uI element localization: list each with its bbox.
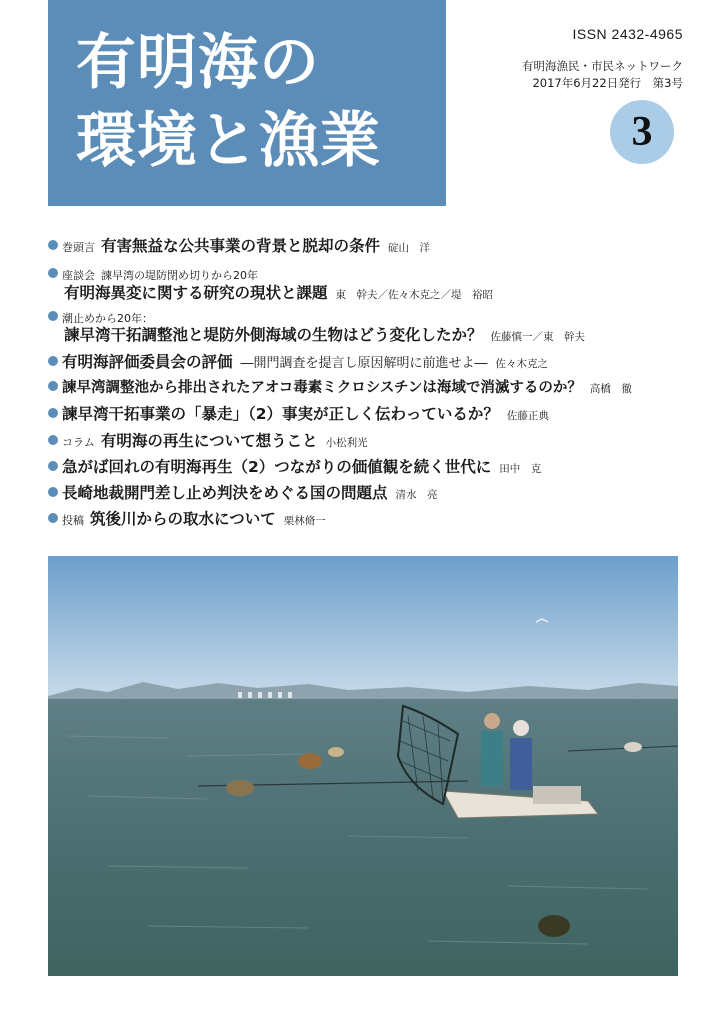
fisherman-head	[484, 713, 500, 729]
bullet-icon	[48, 435, 58, 445]
toc-item[interactable]	[48, 350, 548, 372]
toc-author: 栗林脩一	[283, 515, 326, 527]
bullet-icon	[48, 356, 58, 366]
toc-author: 高橋 徹	[589, 383, 632, 395]
fisherwoman-hat	[513, 720, 529, 736]
toc-author: 清水 亮	[395, 489, 438, 501]
toc-subtitle: ―開門調査を提言し原因解明に前進せよ―	[240, 356, 488, 371]
issn: ISSN 2432-4965	[572, 26, 683, 42]
toc-title: 有明海異変に関する研究の現状と課題	[64, 284, 328, 302]
toc-item-line2[interactable]	[64, 323, 585, 345]
bullet-icon	[48, 461, 58, 471]
toc-title: 急がば回れの有明海再生（2）つながりの価値観を続く世代に	[62, 458, 492, 476]
toc-title: 長崎地裁開門差し止め判決をめぐる国の問題点	[62, 484, 388, 502]
fishing-boat-photo	[48, 556, 678, 976]
toc-tag: 投稿	[62, 514, 84, 527]
toc-item[interactable]	[48, 402, 549, 424]
toc-item-line2[interactable]	[64, 281, 493, 303]
toc-author: 佐藤慎一／東 幹夫	[490, 331, 586, 343]
sea	[48, 699, 678, 976]
toc-item[interactable]	[48, 234, 430, 256]
toc-author: 田中 克	[499, 463, 542, 475]
toc-item[interactable]	[48, 376, 632, 397]
toc-title: 有害無益な公共事業の背景と脱却の条件	[101, 237, 381, 255]
issue-number: 3	[631, 109, 653, 155]
toc-tag: コラム	[62, 436, 95, 449]
issue-number-badge	[610, 100, 674, 164]
toc-author: 佐々木克之	[495, 358, 549, 370]
float-buoy	[328, 747, 344, 757]
bullet-icon	[48, 408, 58, 418]
toc-author: 碇山 洋	[388, 242, 431, 254]
fisherwoman	[510, 738, 532, 790]
boat-engine	[533, 786, 581, 804]
title-block	[48, 0, 446, 206]
fisherman	[481, 731, 503, 786]
toc-title: 有明海の再生について想うこと	[100, 432, 318, 450]
float-buoy	[298, 753, 322, 769]
toc-author: 佐藤正典	[506, 410, 549, 422]
toc-title: 有明海評価委員会の評価	[62, 353, 233, 371]
issue-date: 2017年6月22日発行 第3号	[532, 76, 683, 90]
float-buoy	[226, 780, 254, 796]
bullet-icon	[48, 240, 58, 250]
cover-photo	[48, 556, 678, 976]
bullet-icon	[48, 487, 58, 497]
bullet-icon	[48, 268, 58, 278]
toc-subtitle: 諫早湾の堤防閉め切りから20年	[101, 269, 258, 282]
title-line-1: 有明海の	[76, 28, 320, 98]
bullet-icon	[48, 311, 58, 321]
bullet-icon	[48, 381, 58, 391]
toc-item[interactable]	[48, 429, 368, 451]
buoy-foreground	[538, 915, 570, 937]
title-line-2: 環境と漁業	[76, 106, 381, 176]
sky	[48, 556, 678, 701]
toc-title: 諫早湾干拓調整池と堤防外側海域の生物はどう変化したか？	[64, 326, 483, 344]
toc-author: 東 幹夫／佐々木克之／堤 裕昭	[335, 289, 494, 301]
toc-tag: 巻頭言	[62, 241, 95, 254]
float-buoy	[624, 742, 642, 752]
toc-title: 筑後川からの取水について	[90, 510, 276, 528]
toc-author: 小松利光	[325, 437, 368, 449]
toc-item[interactable]	[48, 455, 541, 477]
toc-title: 諫早湾干拓事業の「暴走」（2）事実が正しく伝わっているか？	[62, 405, 499, 423]
toc-item[interactable]	[48, 481, 438, 503]
bullet-icon	[48, 513, 58, 523]
toc-tag: 座談会	[62, 269, 95, 282]
publisher: 有明海漁民・市民ネットワーク	[522, 59, 683, 73]
toc-item[interactable]	[48, 507, 326, 529]
toc-title: 諫早湾調整池から排出されたアオコ毒素ミクロシスチンは海域で消滅するのか？	[62, 380, 582, 396]
toc-tag: 潮止めから20年：	[62, 312, 153, 325]
